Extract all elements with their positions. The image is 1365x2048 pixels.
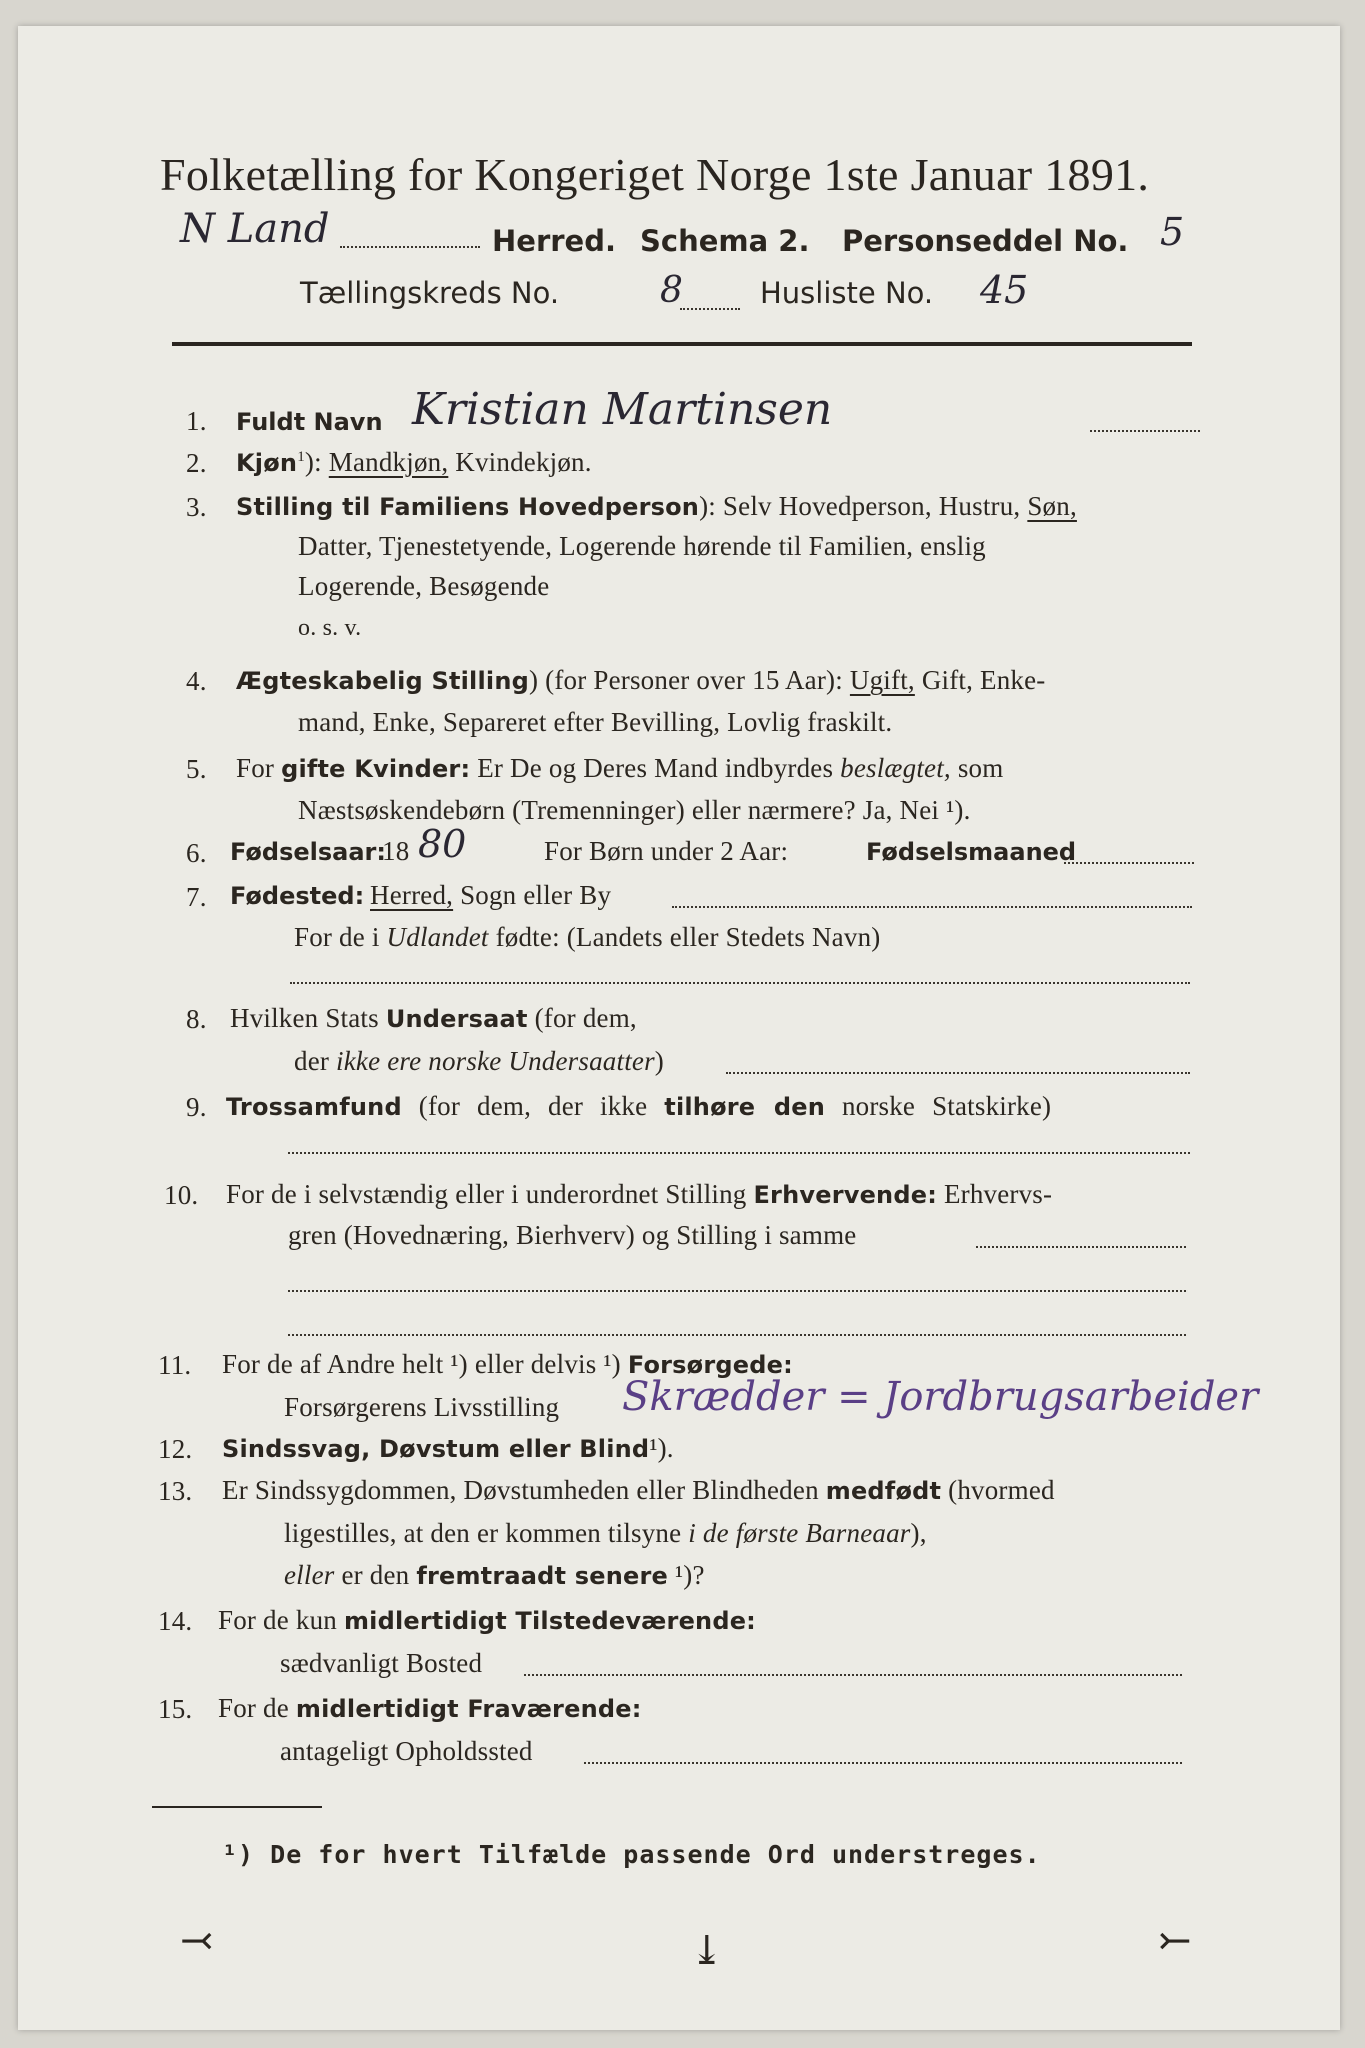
- item-8-text-d: ): [654, 1046, 664, 1076]
- item-7-num: 7.: [186, 882, 207, 912]
- item-5-text-a: For: [236, 753, 275, 783]
- item-5-line-a: [236, 753, 1003, 784]
- item-8-italic: ikke ere norske Undersaatter: [336, 1046, 655, 1076]
- item-5-text-d: Næstsøskendebørn (Tremenninger) eller nærmere? Ja, Nei ¹).: [298, 795, 971, 825]
- occupation-dotline-1: [976, 1246, 1186, 1248]
- herred-value: N Land: [180, 206, 330, 252]
- item-15-num: 15.: [158, 1694, 193, 1724]
- item-15-line-a: [218, 1693, 642, 1724]
- item-2-num: 2.: [186, 448, 207, 478]
- whereabouts-dotline: [584, 1762, 1182, 1764]
- occupation-dotline-3: [288, 1334, 1186, 1336]
- item-4-text-c: mand, Enke, Separeret efter Bevilling, Lovlig fraskilt.: [298, 707, 893, 737]
- provider-occupation-value: Skrædder = Jordbrugsarbeider: [622, 1374, 1259, 1420]
- item-14-label: midlertidigt Tilstedeværende:: [343, 1607, 756, 1635]
- item-5-text-b: Er De og Deres Mand indbyrdes: [477, 753, 834, 783]
- nationality-dotline: [726, 1072, 1190, 1074]
- item-13-line-a: [222, 1475, 1055, 1506]
- husliste-value: 45: [980, 268, 1029, 312]
- item-5-label: gifte Kvinder:: [281, 755, 471, 783]
- item-12-num: 12.: [158, 1434, 193, 1464]
- birth-year-prefix: 18: [382, 836, 410, 866]
- item-14-text-a: For de kun: [218, 1605, 337, 1635]
- item-1-label: Fuldt Navn: [236, 408, 383, 436]
- item-8-line-b: [294, 1046, 664, 1077]
- item-3-line-a: [236, 491, 1077, 522]
- item-2-label: Kjøn: [236, 449, 298, 477]
- item-4-line-a: [236, 665, 1045, 696]
- item-15-text-b: antageligt Opholdssted: [280, 1736, 533, 1766]
- full-name-value: Kristian Martinsen: [412, 384, 833, 435]
- item-4-text-a: ) (for Personer over 15 Aar):: [529, 665, 843, 695]
- item-13-num: 13.: [158, 1476, 193, 1506]
- item-8-text-c: der: [294, 1046, 330, 1076]
- item-15-text-a: For de: [218, 1693, 289, 1723]
- religion-dotline: [288, 1152, 1190, 1154]
- item-5-text-c: som: [957, 753, 1004, 783]
- item-8-text-a: Hvilken Stats: [230, 1003, 379, 1033]
- item-3-num: 3.: [186, 492, 207, 522]
- item-13-text-e: er den: [341, 1560, 410, 1590]
- name-dotline: [1090, 430, 1200, 432]
- schema-label: Schema 2.: [640, 224, 810, 258]
- kreds-value: 8: [660, 270, 683, 311]
- item-8-text-b: (for dem,: [534, 1003, 637, 1033]
- item-9-text-a: (for dem, der ikke: [418, 1091, 648, 1121]
- item-3-label: Stilling til Familiens Hovedperson: [236, 493, 700, 521]
- item-14-line-a: [218, 1605, 756, 1636]
- item-9-label: Trossamfund: [226, 1093, 402, 1121]
- item-7-herred: Herred,: [370, 880, 454, 910]
- item-2-kvindekjon: Kvindekjøn.: [455, 447, 592, 477]
- item-2-mandkjon: Mandkjøn,: [328, 447, 449, 477]
- item-9-num: 9.: [186, 1092, 207, 1122]
- item-13-label: medfødt: [825, 1477, 942, 1505]
- item-10-text-a: For de i selvstændig eller i underordnet Stilling: [226, 1179, 747, 1209]
- item-13-eller: eller: [284, 1560, 335, 1590]
- item-9-tilhore: tilhøre den: [664, 1093, 825, 1121]
- item-4-num: 4.: [186, 666, 207, 696]
- item-13-text-c: ligestilles, at den er kommen tilsyne: [284, 1518, 682, 1548]
- item-11-text-b: Forsørgerens Livsstilling: [284, 1392, 560, 1422]
- item-10-line-a: [226, 1179, 1052, 1210]
- item-2-line: [236, 447, 592, 478]
- personseddel-value: 5: [1160, 210, 1185, 254]
- fold-mark-left-icon: ⤙: [180, 1918, 214, 1964]
- item-6-label-b: Fødselsmaaned: [866, 838, 1077, 866]
- item-2-rest-a: ):: [304, 447, 322, 477]
- item-4-text-b: Gift, Enke-: [921, 665, 1046, 695]
- item-13-text-d: ),: [910, 1518, 927, 1548]
- item-10-text-b: Erhvervs-: [943, 1179, 1053, 1209]
- item-3-text-b: Datter, Tjenestetyende, Logerende hørende til Familien, enslig: [298, 531, 986, 561]
- item-7-udlandet: Udlandet: [386, 922, 489, 952]
- birth-year-value: 80: [418, 822, 467, 866]
- item-13-label-b: fremtraadt senere: [416, 1562, 669, 1590]
- item-10-label: Erhvervende:: [753, 1181, 937, 1209]
- item-4-ugift: Ugift,: [849, 665, 915, 695]
- item-5-num: 5.: [186, 754, 207, 784]
- item-12-label: Sindssvag, Døvstum eller Blind: [222, 1435, 650, 1463]
- item-7-label: Fødested:: [230, 882, 365, 910]
- item-11-num: 11.: [158, 1350, 192, 1380]
- footnote: ¹) De for hvert Tilfælde passende Ord understreges.: [222, 1840, 1041, 1869]
- item-13-text-b: (hvormed: [948, 1475, 1055, 1505]
- occupation-dotline-2: [288, 1290, 1186, 1292]
- item-10-num: 10.: [164, 1180, 199, 1210]
- foreign-birthplace-dotline: [290, 982, 1190, 984]
- item-11-text-a: For de af Andre helt ¹) eller delvis ¹): [222, 1349, 621, 1379]
- item-3-son: Søn,: [1027, 491, 1077, 521]
- birthplace-dotline: [672, 906, 1192, 908]
- item-11-label: Forsørgede:: [627, 1351, 793, 1379]
- item-7-text-a: Sogn eller By: [460, 880, 612, 910]
- item-8-label: Undersaat: [385, 1005, 528, 1033]
- item-15-label: midlertidigt Fraværende:: [295, 1695, 642, 1723]
- item-3-text-c: Logerende, Besøgende: [298, 571, 550, 601]
- item-13-text-f: ¹)?: [674, 1560, 705, 1590]
- husliste-label: Husliste No.: [760, 276, 934, 310]
- item-13-italic: i de første Barneaar: [688, 1518, 911, 1548]
- item-14-text-b: sædvanligt Bosted: [280, 1648, 483, 1678]
- item-1-num: 1.: [186, 406, 207, 436]
- fold-mark-center-icon: ⤓: [690, 1928, 724, 1974]
- header-rule: [172, 342, 1192, 346]
- item-9-text-b: norske Statskirke): [841, 1091, 1052, 1121]
- item-6-num: 6.: [186, 838, 207, 868]
- form-title: Folketælling for Kongeriget Norge 1ste Januar 1891.: [160, 149, 1150, 200]
- item-12-text: ¹).: [649, 1433, 674, 1463]
- item-14-num: 14.: [158, 1606, 193, 1636]
- herred-dotline: [340, 246, 480, 248]
- item-4-label: Ægteskabelig Stilling: [236, 667, 529, 695]
- item-6-text-a: For Børn under 2 Aar:: [544, 836, 789, 866]
- birth-month-dotline: [1064, 862, 1194, 864]
- residence-dotline: [524, 1674, 1182, 1676]
- personseddel-label: Personseddel No.: [842, 224, 1129, 258]
- item-13-line-b: [284, 1518, 927, 1549]
- item-10-text-c: gren (Hovednæring, Bierhverv) og Stilling i samme: [288, 1220, 857, 1250]
- item-9-line-a: [226, 1091, 1051, 1122]
- kreds-dotline: [680, 308, 740, 310]
- item-7-line-a: [370, 880, 611, 911]
- footnote-rule: [152, 1806, 322, 1808]
- item-3-text-a: ): Selv Hovedperson, Hustru,: [699, 491, 1021, 521]
- fold-mark-right-icon: ⤚: [1158, 1918, 1192, 1964]
- item-5-beslaegtet: beslægtet,: [840, 753, 951, 783]
- item-3-text-d: o. s. v.: [298, 615, 362, 641]
- census-form: [18, 26, 1340, 2030]
- kreds-label: Tællingskreds No.: [300, 276, 560, 310]
- item-2-sup: 1: [297, 449, 305, 465]
- item-13-line-c: [284, 1560, 705, 1591]
- item-6-label: Fødselsaar:: [230, 838, 386, 866]
- item-7-text-c: fødte: (Landets eller Stedets Navn): [495, 922, 881, 952]
- item-13-text-a: Er Sindssygdommen, Døvstumheden eller Blindheden: [222, 1475, 819, 1505]
- item-8-num: 8.: [186, 1004, 207, 1034]
- item-7-line-b: [294, 922, 880, 953]
- item-12-line: [222, 1433, 674, 1464]
- herred-label: Herred.: [492, 224, 616, 258]
- item-8-line-a: [230, 1003, 637, 1034]
- item-7-text-b: For de i: [294, 922, 380, 952]
